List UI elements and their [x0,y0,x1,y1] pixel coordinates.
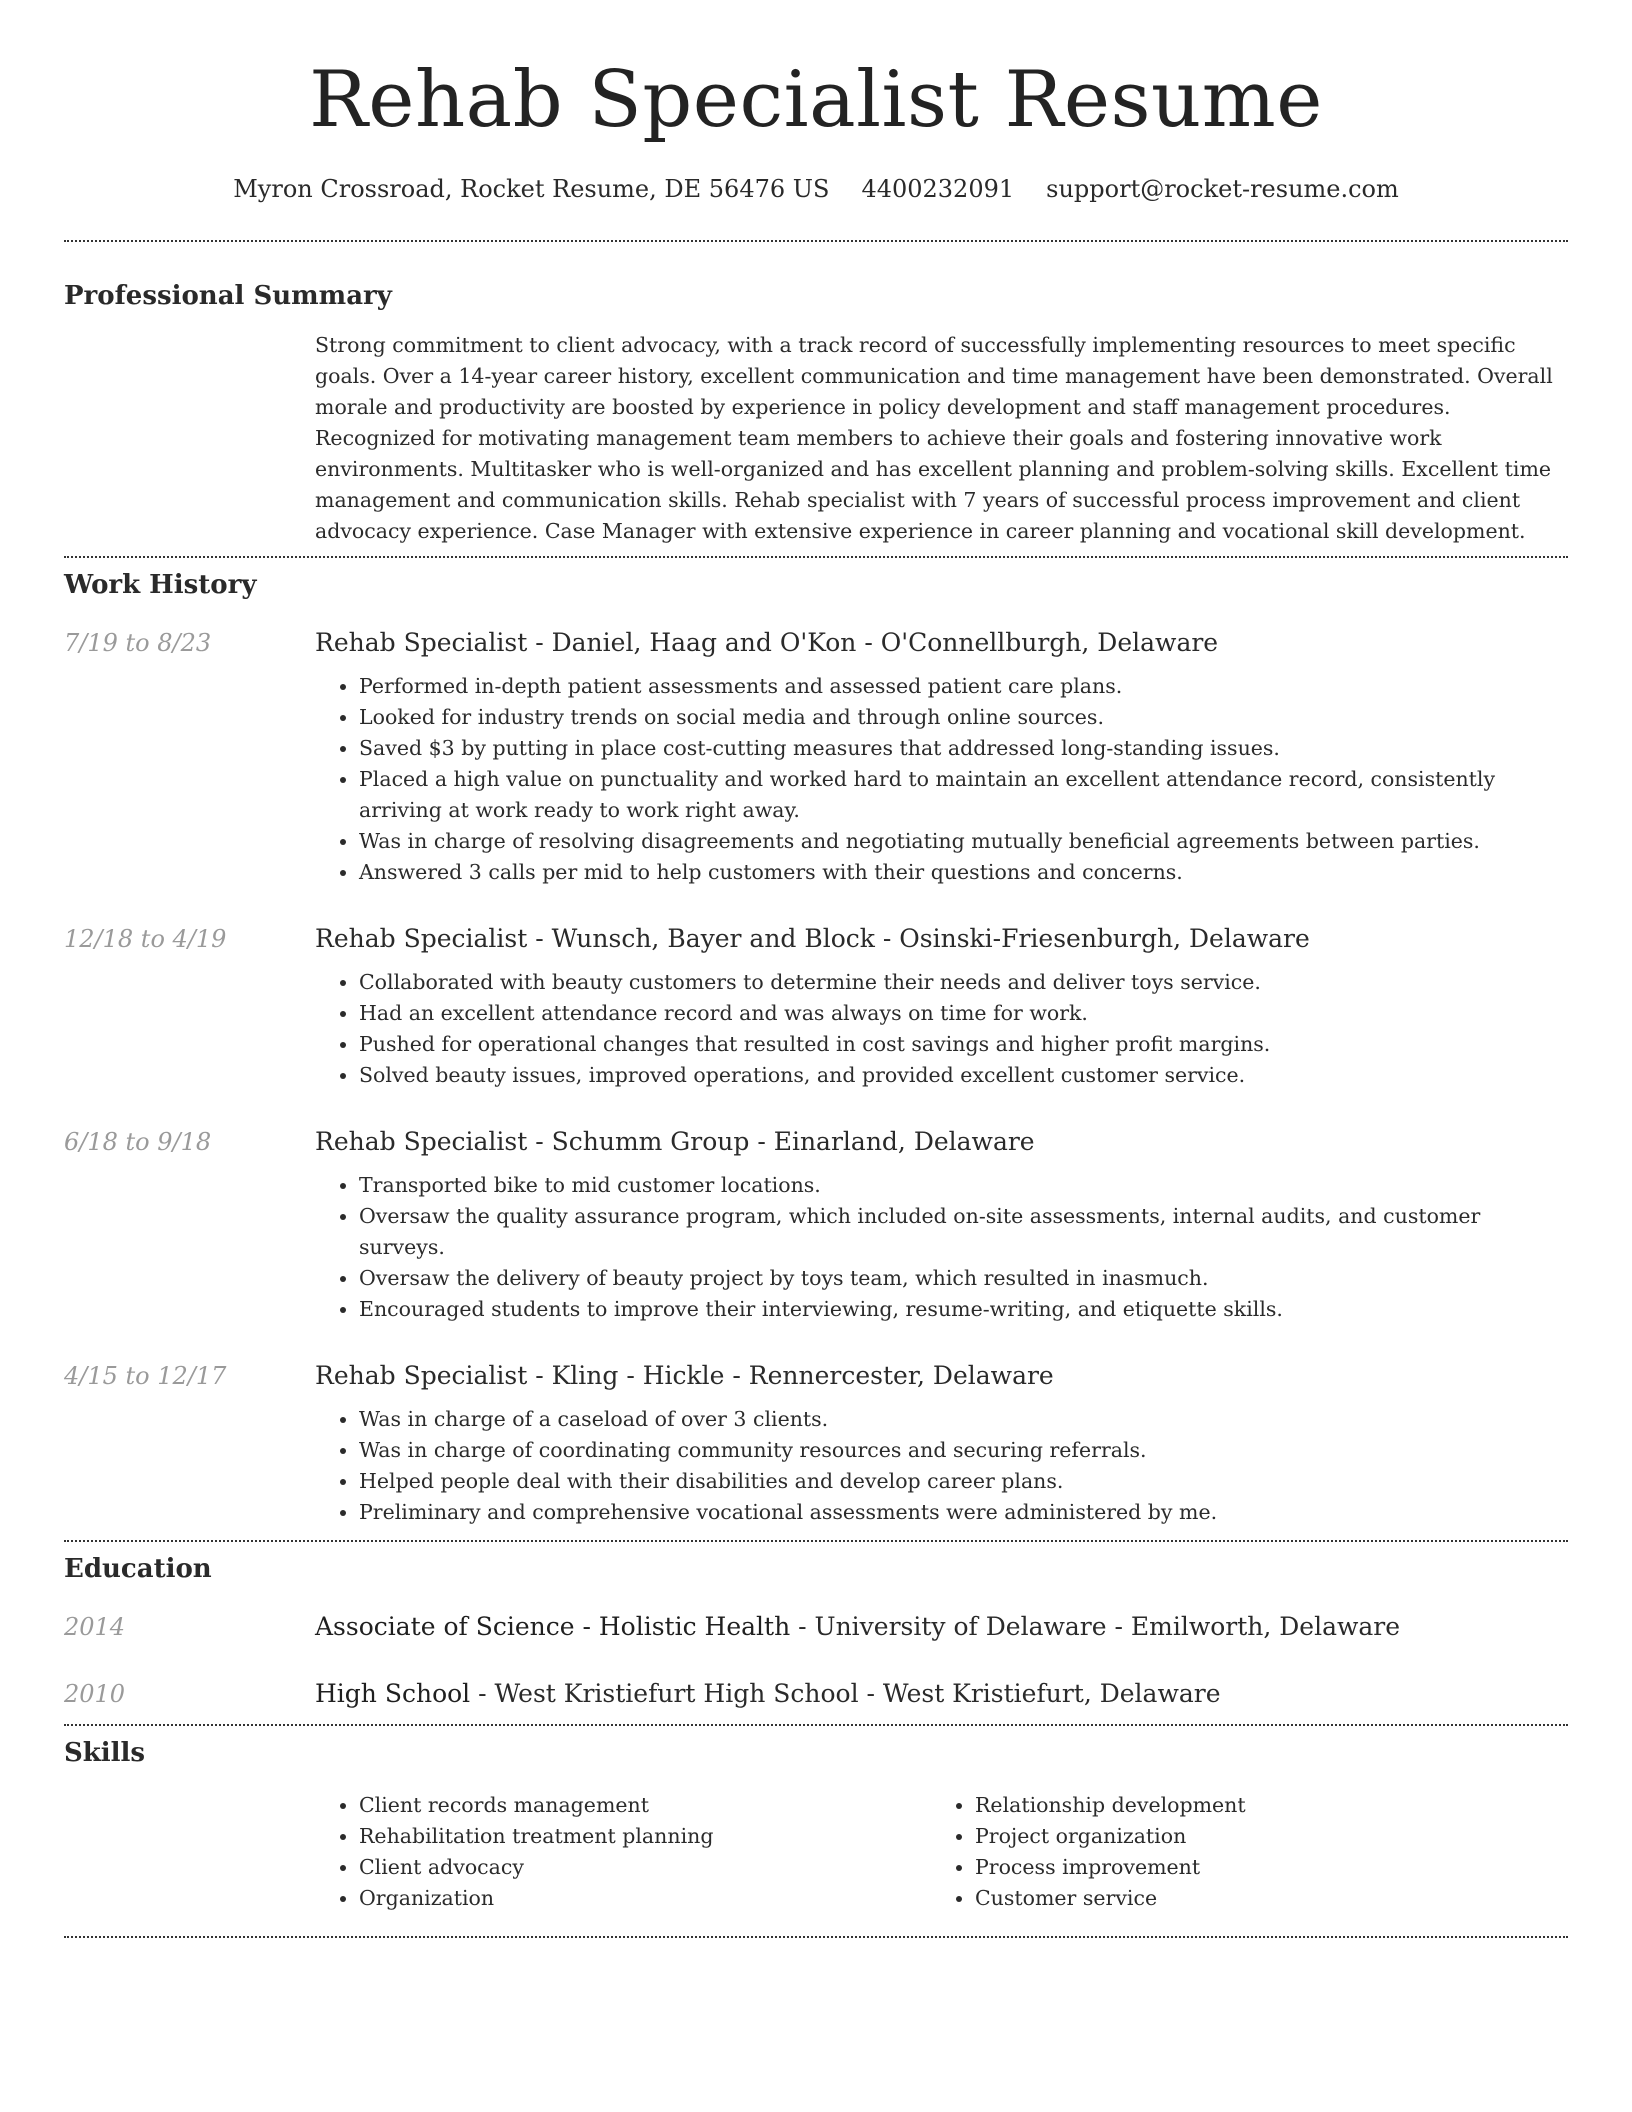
education-year: 2010 [64,1680,126,1708]
job-bullets [315,671,1568,888]
list-item: • Oversaw the delivery of beauty project by toys team, which resulted in inasmuch. [359,1263,1568,1294]
skill-item: • Organization [359,1883,931,1914]
list-item: • Answered 3 calls per mid to help customers with their questions and concerns. [359,857,1568,888]
list-item: • Placed a high value on punctuality and worked hard to maintain an excellent attendance record, consistently arriving at work ready to work right away. [359,764,1568,826]
list-item: • Preliminary and comprehensive vocational assessments were administered by me. [359,1497,1568,1528]
list-item: • Looked for industry trends on social media and through online sources. [359,702,1568,733]
job-bullets [315,1170,1568,1325]
summary-heading: Professional Summary [64,281,392,311]
skills-column-left [315,1790,931,1914]
summary-text: Strong commitment to client advocacy, with a track record of successfully implementing resources to meet specific goals. Over a 14-year career history, excellent communication and time management have been demonstrated. Overall morale and productivity are boosted by experience in policy development and staff management procedures. Recognized for motivating management team members to achieve their goals and fostering innovative work environments. Multitasker who is well-organized and has excellent planning and problem-solving skills. Excellent time management and communication skills. Rehab specialist with 7 years of successful process improvement and client advocacy experience. Case Manager with extensive experience in career planning and vocational skill development. [315,333,1553,543]
work-history-heading: Work History [64,570,257,600]
job-bullets [315,1404,1568,1528]
job-bullets [315,967,1568,1091]
skill-item: • Rehabilitation treatment planning [359,1821,931,1852]
skill-item: • Relationship development [975,1790,1547,1821]
education-entry [64,1678,1568,1710]
job-title: Rehab Specialist - Daniel, Haag and O'Kon - O'Connellburgh, Delaware [315,628,1219,657]
skills-section [64,1737,1568,1914]
divider [64,1724,1568,1726]
list-item: • Was in charge of resolving disagreements and negotiating mutually beneficial agreements between parties. [359,826,1568,857]
phone: 4400232091 [861,175,1015,203]
skills-heading: Skills [64,1738,146,1768]
job-entry [64,627,1568,888]
skill-item: • Client records management [359,1790,931,1821]
list-item: • Performed in-depth patient assessments and assessed patient care plans. [359,671,1568,702]
list-item: • Solved beauty issues, improved operations, and provided excellent customer service. [359,1060,1568,1091]
address: Myron Crossroad, Rocket Resume, DE 56476 US [233,175,830,203]
divider [64,556,1568,558]
job-title: Rehab Specialist - Schumm Group - Einarland, Delaware [315,1127,1035,1156]
divider [64,240,1568,242]
job-dates: 7/19 to 8/23 [64,629,212,657]
skills-list [315,1790,1568,1914]
list-item: • Collaborated with beauty customers to determine their needs and deliver toys service. [359,967,1568,998]
list-item: • Pushed for operational changes that resulted in cost savings and higher profit margins. [359,1029,1568,1060]
contact-line [64,174,1568,204]
list-item: • Had an excellent attendance record and was always on time for work. [359,998,1568,1029]
education-heading: Education [64,1554,212,1584]
skills-column-right [931,1790,1547,1914]
school: - University of Delaware - Emilworth, Delaware [790,1612,1401,1641]
list-item: • Helped people deal with their disabilities and develop career plans. [359,1466,1568,1497]
list-item: • Was in charge of a caseload of over 3 clients. [359,1404,1568,1435]
list-item: • Was in charge of coordinating community resources and securing referrals. [359,1435,1568,1466]
job-entry [64,1126,1568,1325]
email: support@rocket-resume.com [1046,175,1399,203]
school: - West Kristiefurt High School - West Kristiefurt, Delaware [470,1679,1221,1708]
job-title: Rehab Specialist - Wunsch, Bayer and Block - Osinski-Friesenburgh, Delaware [315,924,1310,953]
skill-item: • Customer service [975,1883,1547,1914]
job-title: Rehab Specialist - Kling - Hickle - Rennercester, Delaware [315,1361,1054,1390]
education-year: 2014 [64,1613,126,1641]
skill-item: • Client advocacy [359,1852,931,1883]
job-dates: 12/18 to 4/19 [64,925,227,953]
skill-item: • Project organization [975,1821,1547,1852]
divider [64,1936,1568,1938]
education-entry [64,1611,1568,1643]
list-item: • Transported bike to mid customer locations. [359,1170,1568,1201]
work-history-section [64,569,1568,1528]
summary-section [64,280,1568,547]
list-item: • Encouraged students to improve their interviewing, resume-writing, and etiquette skills. [359,1294,1568,1325]
resume-title: Rehab Specialist Resume [309,55,1323,145]
degree: High School [315,1679,471,1708]
skill-item: • Process improvement [975,1852,1547,1883]
list-item: • Oversaw the quality assurance program, which included on-site assessments, internal audits, and customer surveys. [359,1201,1568,1263]
education-section [64,1553,1568,1710]
job-dates: 6/18 to 9/18 [64,1128,212,1156]
job-entry [64,1360,1568,1528]
list-item: • Saved $3 by putting in place cost-cutting measures that addressed long-standing issues. [359,733,1568,764]
job-entry [64,923,1568,1091]
degree: Associate of Science - Holistic Health [315,1612,791,1641]
divider [64,1540,1568,1542]
job-dates: 4/15 to 12/17 [64,1362,227,1390]
